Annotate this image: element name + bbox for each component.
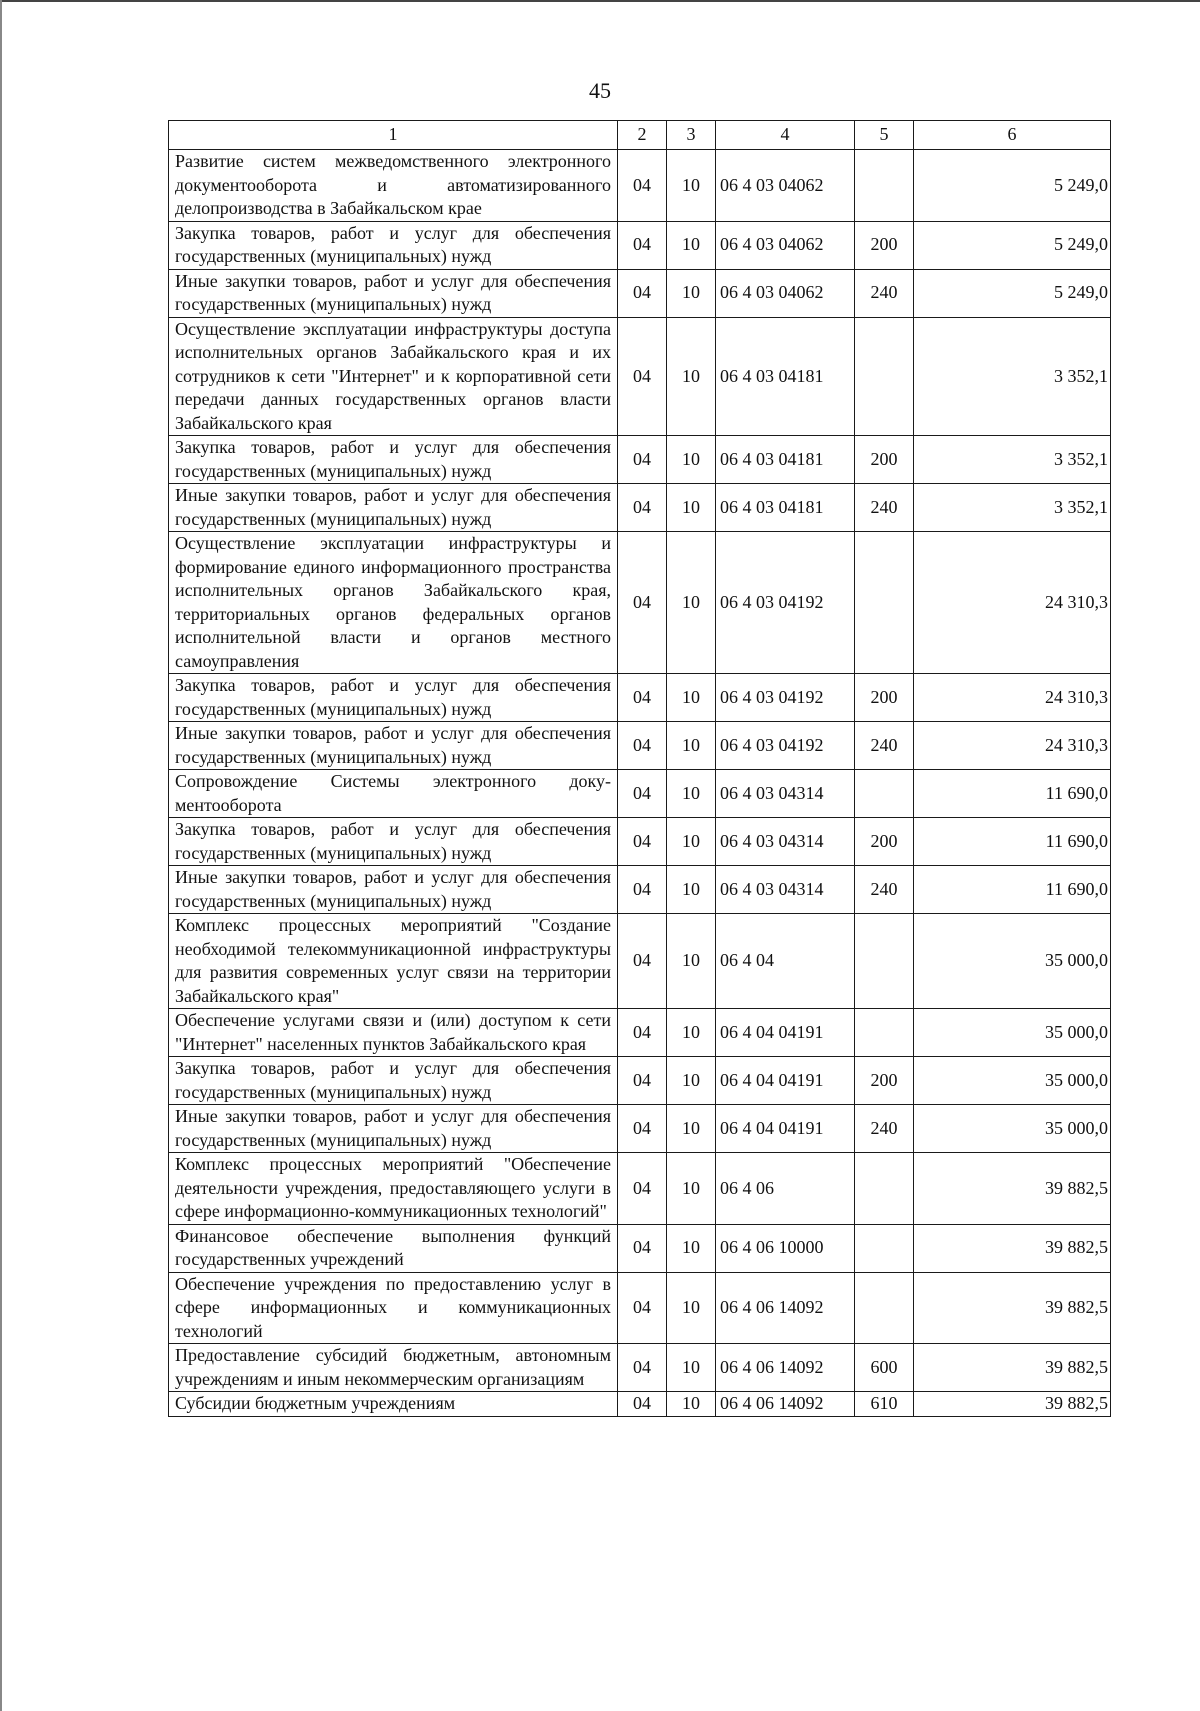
row-amount: 39 882,5 xyxy=(914,1392,1111,1417)
row-amount: 39 882,5 xyxy=(914,1224,1111,1272)
row-name: Осуществление эксплуатации инфраструктуры доступа исполнительных органов Забайкальского края и их сотрудников к сети "Интернет" и к корпоративной сети передачи данных государственных органов власти Забайкальского края xyxy=(169,317,618,436)
row-amount: 5 249,0 xyxy=(914,150,1111,222)
table-row xyxy=(169,1272,1111,1344)
row-name: Иные закупки товаров, работ и услуг для обеспечения государственных (муниципальных) нужд xyxy=(169,484,618,532)
budget-table xyxy=(168,120,1111,1417)
row-subsection: 10 xyxy=(667,150,716,222)
row-code: 06 4 03 04192 xyxy=(716,532,855,674)
row-amount: 24 310,3 xyxy=(914,674,1111,722)
table-header xyxy=(169,121,1111,150)
row-type xyxy=(855,317,914,436)
row-section: 04 xyxy=(618,1009,667,1057)
row-name: Комплекс процессных мероприятий "Создание необходимой телекоммуникационной инфраструктуры для развития современных услуг связи на территории Забайкальского края" xyxy=(169,914,618,1009)
row-name: Развитие систем межведомственного электронного документооборота и автоматизированного делопроизводства в Забайкальском крае xyxy=(169,150,618,222)
row-name: Закупка товаров, работ и услуг для обеспечения государственных (муниципальных) нужд xyxy=(169,436,618,484)
row-amount: 35 000,0 xyxy=(914,1057,1111,1105)
row-name: Обеспечение услугами связи и (или) доступом к сети "Интернет" населенных пунктов Забайкальского края xyxy=(169,1009,618,1057)
row-amount: 35 000,0 xyxy=(914,914,1111,1009)
row-code: 06 4 06 14092 xyxy=(716,1344,855,1392)
row-subsection: 10 xyxy=(667,914,716,1009)
row-code: 06 4 03 04181 xyxy=(716,484,855,532)
table-row xyxy=(169,1224,1111,1272)
header-row xyxy=(169,121,1111,150)
row-code: 06 4 06 14092 xyxy=(716,1272,855,1344)
row-code: 06 4 03 04181 xyxy=(716,317,855,436)
row-amount: 35 000,0 xyxy=(914,1009,1111,1057)
row-subsection: 10 xyxy=(667,532,716,674)
row-amount: 3 352,1 xyxy=(914,484,1111,532)
row-subsection: 10 xyxy=(667,770,716,818)
row-section: 04 xyxy=(618,914,667,1009)
row-section: 04 xyxy=(618,436,667,484)
table-row xyxy=(169,818,1111,866)
row-subsection: 10 xyxy=(667,818,716,866)
row-amount: 11 690,0 xyxy=(914,818,1111,866)
table-row xyxy=(169,532,1111,674)
row-section: 04 xyxy=(618,317,667,436)
table-row xyxy=(169,317,1111,436)
row-section: 04 xyxy=(618,674,667,722)
row-section: 04 xyxy=(618,722,667,770)
row-code: 06 4 03 04192 xyxy=(716,674,855,722)
row-subsection: 10 xyxy=(667,1105,716,1153)
row-code: 06 4 03 04062 xyxy=(716,150,855,222)
row-amount: 24 310,3 xyxy=(914,722,1111,770)
row-name: Сопровождение Системы электронного документооборота xyxy=(169,770,618,818)
row-subsection: 10 xyxy=(667,866,716,914)
row-name: Иные закупки товаров, работ и услуг для обеспечения государственных (муниципальных) нужд xyxy=(169,269,618,317)
row-amount: 3 352,1 xyxy=(914,436,1111,484)
scan-border-top xyxy=(0,0,1200,2)
table-row xyxy=(169,1057,1111,1105)
table-row xyxy=(169,1009,1111,1057)
table-row xyxy=(169,770,1111,818)
row-amount: 11 690,0 xyxy=(914,770,1111,818)
row-amount: 39 882,5 xyxy=(914,1272,1111,1344)
row-section: 04 xyxy=(618,221,667,269)
table-row xyxy=(169,269,1111,317)
row-type xyxy=(855,1153,914,1225)
row-type: 610 xyxy=(855,1392,914,1417)
table-row xyxy=(169,1392,1111,1417)
row-type: 240 xyxy=(855,1105,914,1153)
row-name: Иные закупки товаров, работ и услуг для обеспечения государственных (муниципальных) нужд xyxy=(169,866,618,914)
header-col-subsection: 3 xyxy=(667,121,716,150)
row-name: Закупка товаров, работ и услуг для обеспечения государственных (муниципальных) нужд xyxy=(169,1057,618,1105)
table-row xyxy=(169,436,1111,484)
row-type xyxy=(855,532,914,674)
row-code: 06 4 06 14092 xyxy=(716,1392,855,1417)
row-name: Предоставление субсидий бюджетным, автономным учреждениям и иным некоммерческим организациям xyxy=(169,1344,618,1392)
row-amount: 3 352,1 xyxy=(914,317,1111,436)
table-row xyxy=(169,1105,1111,1153)
row-section: 04 xyxy=(618,1272,667,1344)
table-row xyxy=(169,221,1111,269)
row-name: Закупка товаров, работ и услуг для обеспечения государственных (муниципальных) нужд xyxy=(169,818,618,866)
row-subsection: 10 xyxy=(667,221,716,269)
row-type xyxy=(855,150,914,222)
header-col-type: 5 xyxy=(855,121,914,150)
row-section: 04 xyxy=(618,1224,667,1272)
page-number: 45 xyxy=(589,78,611,103)
row-amount: 35 000,0 xyxy=(914,1105,1111,1153)
table-row xyxy=(169,150,1111,222)
row-code: 06 4 06 10000 xyxy=(716,1224,855,1272)
row-code: 06 4 03 04062 xyxy=(716,269,855,317)
header-col-code: 4 xyxy=(716,121,855,150)
row-type xyxy=(855,1009,914,1057)
row-section: 04 xyxy=(618,484,667,532)
row-name: Финансовое обеспечение выполнения функций государственных учреждений xyxy=(169,1224,618,1272)
table-row xyxy=(169,1344,1111,1392)
row-name: Иные закупки товаров, работ и услуг для обеспечения государственных (муниципальных) нужд xyxy=(169,722,618,770)
row-subsection: 10 xyxy=(667,1272,716,1344)
row-type: 240 xyxy=(855,484,914,532)
row-type xyxy=(855,1224,914,1272)
row-name: Иные закупки товаров, работ и услуг для обеспечения государственных (муниципальных) нужд xyxy=(169,1105,618,1153)
row-subsection: 10 xyxy=(667,1153,716,1225)
table-row xyxy=(169,866,1111,914)
row-type: 200 xyxy=(855,674,914,722)
row-type: 200 xyxy=(855,818,914,866)
row-type: 200 xyxy=(855,436,914,484)
row-subsection: 10 xyxy=(667,722,716,770)
row-amount: 5 249,0 xyxy=(914,221,1111,269)
row-code: 06 4 03 04314 xyxy=(716,866,855,914)
row-type: 200 xyxy=(855,221,914,269)
row-code: 06 4 03 04314 xyxy=(716,770,855,818)
row-name: Субсидии бюджетным учреждениям xyxy=(169,1392,618,1417)
row-code: 06 4 03 04192 xyxy=(716,722,855,770)
row-amount: 11 690,0 xyxy=(914,866,1111,914)
row-subsection: 10 xyxy=(667,317,716,436)
row-section: 04 xyxy=(618,532,667,674)
row-code: 06 4 04 xyxy=(716,914,855,1009)
row-section: 04 xyxy=(618,1105,667,1153)
row-amount: 5 249,0 xyxy=(914,269,1111,317)
row-section: 04 xyxy=(618,818,667,866)
row-subsection: 10 xyxy=(667,436,716,484)
row-subsection: 10 xyxy=(667,1057,716,1105)
row-code: 06 4 04 04191 xyxy=(716,1009,855,1057)
row-type xyxy=(855,770,914,818)
row-name: Закупка товаров, работ и услуг для обеспечения государственных (муниципальных) нужд xyxy=(169,221,618,269)
row-name: Закупка товаров, работ и услуг для обеспечения государственных (муниципальных) нужд xyxy=(169,674,618,722)
scan-border-left xyxy=(0,0,2,1711)
table-row xyxy=(169,914,1111,1009)
table-row xyxy=(169,674,1111,722)
table-row xyxy=(169,722,1111,770)
row-type: 240 xyxy=(855,866,914,914)
header-col-name: 1 xyxy=(169,121,618,150)
header-col-section: 2 xyxy=(618,121,667,150)
row-section: 04 xyxy=(618,1344,667,1392)
row-section: 04 xyxy=(618,770,667,818)
row-type xyxy=(855,914,914,1009)
row-name: Обеспечение учреждения по предоставлению услуг в сфере информационных и коммуникационных технологий xyxy=(169,1272,618,1344)
row-name: Осуществление эксплуатации инфраструктуры и формирование единого информационного пространства исполнительных органов Забайкальского края, территориальных органов федеральных органов исполнительной власти и органов местного самоуправления xyxy=(169,532,618,674)
row-code: 06 4 03 04062 xyxy=(716,221,855,269)
row-subsection: 10 xyxy=(667,484,716,532)
header-col-amount: 6 xyxy=(914,121,1111,150)
row-subsection: 10 xyxy=(667,1344,716,1392)
row-code: 06 4 03 04181 xyxy=(716,436,855,484)
row-section: 04 xyxy=(618,1057,667,1105)
row-code: 06 4 06 xyxy=(716,1153,855,1225)
row-amount: 39 882,5 xyxy=(914,1153,1111,1225)
row-code: 06 4 04 04191 xyxy=(716,1105,855,1153)
row-name: Комплекс процессных мероприятий "Обеспечение деятельности учреждения, предоставляющего услуги в сфере информационно-коммуникационных технологий" xyxy=(169,1153,618,1225)
row-type: 240 xyxy=(855,269,914,317)
row-type xyxy=(855,1272,914,1344)
row-subsection: 10 xyxy=(667,1392,716,1417)
row-subsection: 10 xyxy=(667,269,716,317)
row-section: 04 xyxy=(618,269,667,317)
table-body xyxy=(169,150,1111,1417)
table-row xyxy=(169,484,1111,532)
row-section: 04 xyxy=(618,1153,667,1225)
row-subsection: 10 xyxy=(667,1224,716,1272)
row-type: 600 xyxy=(855,1344,914,1392)
row-section: 04 xyxy=(618,1392,667,1417)
row-type: 200 xyxy=(855,1057,914,1105)
table-row xyxy=(169,1153,1111,1225)
row-code: 06 4 04 04191 xyxy=(716,1057,855,1105)
row-subsection: 10 xyxy=(667,674,716,722)
row-subsection: 10 xyxy=(667,1009,716,1057)
row-code: 06 4 03 04314 xyxy=(716,818,855,866)
row-amount: 39 882,5 xyxy=(914,1344,1111,1392)
row-type: 240 xyxy=(855,722,914,770)
row-amount: 24 310,3 xyxy=(914,532,1111,674)
row-section: 04 xyxy=(618,150,667,222)
row-section: 04 xyxy=(618,866,667,914)
